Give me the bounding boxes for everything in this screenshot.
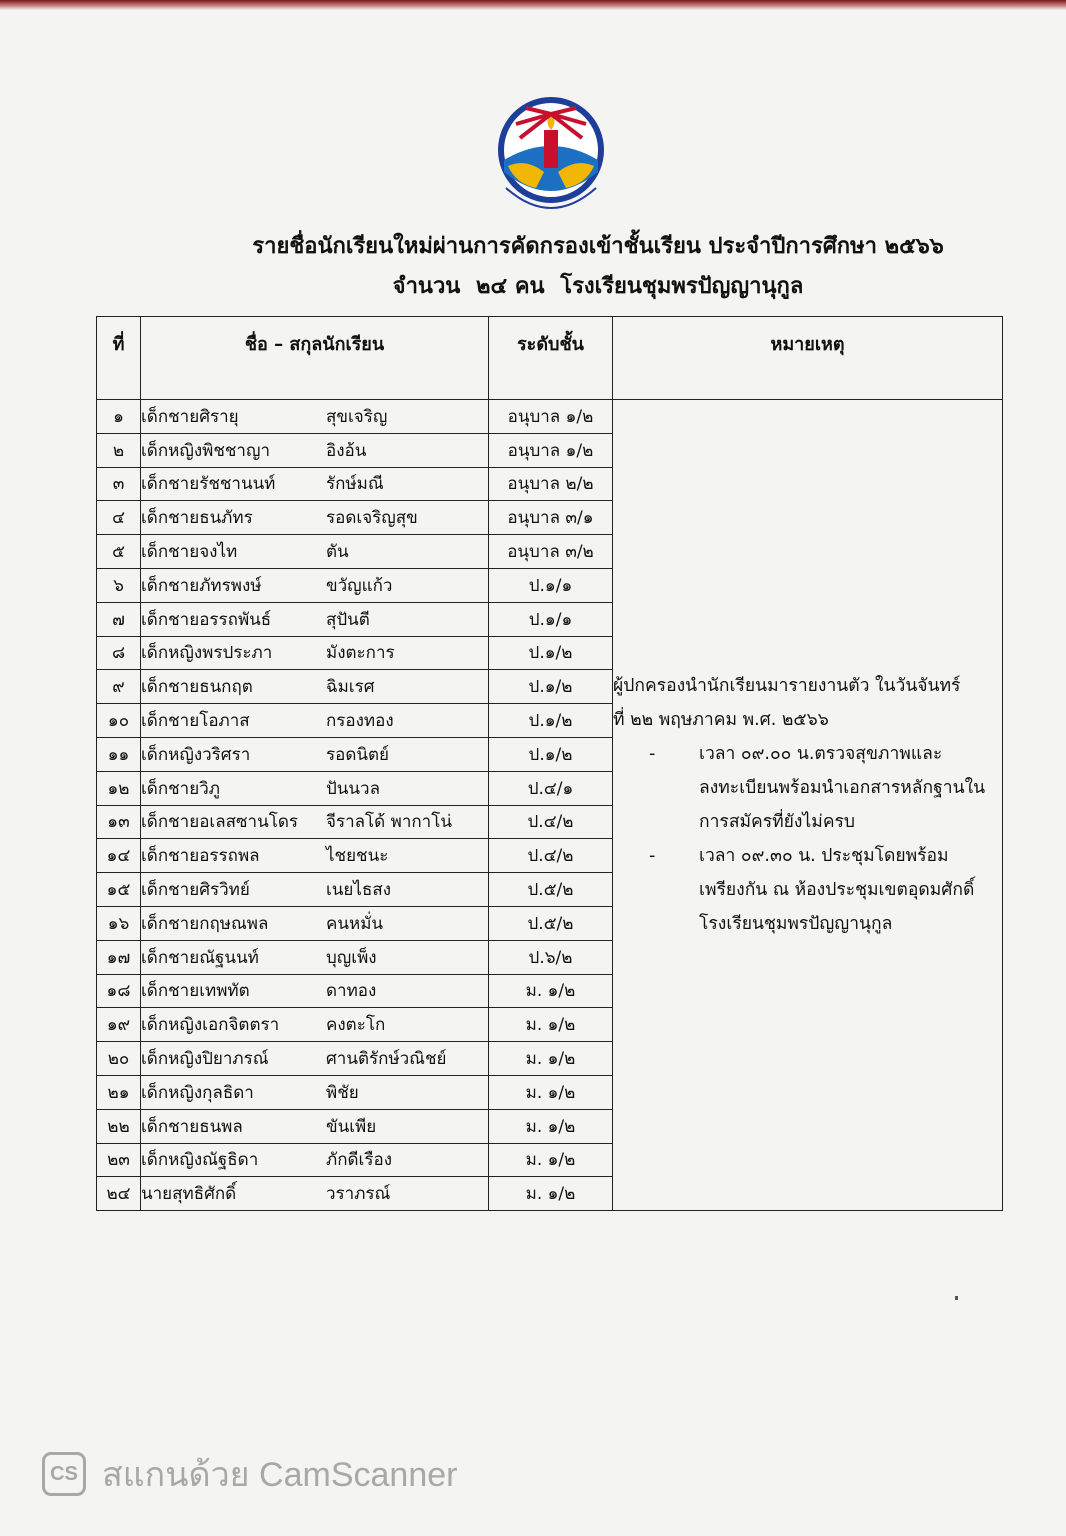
note-bullet-cont: [613, 805, 1002, 839]
student-last-name: กรองทอง: [326, 711, 394, 732]
bullet-text: เวลา ๐๙.๐๐ น.ตรวจสุขภาพและ: [699, 744, 943, 765]
row-number: ๒๓: [97, 1143, 141, 1177]
student-name: [141, 670, 489, 704]
student-class: อนุบาล ๑/๒: [489, 433, 613, 467]
student-name: [141, 974, 489, 1008]
student-name: [141, 1042, 489, 1076]
student-first-name: นายสุทธิศักดิ์: [141, 1184, 237, 1205]
camscanner-icon: CS: [42, 1452, 86, 1496]
student-first-name: เด็กชายธนภัทร: [141, 508, 253, 529]
note-line: ผู้ปกครองนำนักเรียนมารายงานตัว ในวันจันทร์: [613, 676, 961, 697]
document-title: รายชื่อนักเรียนใหม่ผ่านการคัดกรองเข้าชั้นเรียน ประจำปีการศึกษา ๒๕๖๖: [252, 234, 944, 259]
student-last-name: พิชัย: [326, 1082, 359, 1103]
bullet-dash: -: [649, 846, 656, 867]
student-first-name: เด็กหญิงพิชชาญา: [141, 440, 270, 461]
student-name: [141, 1177, 489, 1211]
student-class: อนุบาล ๑/๒: [489, 400, 613, 434]
bullet-text: การสมัครที่ยังไม่ครบ: [699, 812, 856, 833]
bullet-text: ลงทะเบียนพร้อมนำเอกสารหลักฐานใน: [699, 778, 986, 799]
student-first-name: เด็กชายจงไท: [141, 542, 238, 563]
student-class: ม. ๑/๒: [489, 1109, 613, 1143]
student-first-name: เด็กชายธนพล: [141, 1116, 243, 1137]
student-last-name: ฉิมเรศ: [326, 677, 375, 698]
student-first-name: เด็กชายรัชชานนท์: [141, 474, 276, 495]
row-number: ๑๐: [97, 704, 141, 738]
student-name: [141, 1008, 489, 1042]
row-number: ๒๔: [97, 1177, 141, 1211]
student-name: [141, 467, 489, 501]
school-name: โรงเรียนชุมพรปัญญานุกูล: [560, 274, 804, 299]
student-last-name: บุญเพ็ง: [326, 947, 377, 968]
student-class: อนุบาล ๒/๒: [489, 467, 613, 501]
student-first-name: เด็กหญิงเอกจิตตรา: [141, 1015, 280, 1036]
count-value: ๒๔ คน: [476, 274, 545, 299]
row-number: ๒๑: [97, 1075, 141, 1109]
student-class: ป.๖/๒: [489, 940, 613, 974]
student-name: [141, 940, 489, 974]
student-class: ม. ๑/๒: [489, 1042, 613, 1076]
student-first-name: เด็กชายเทพทัต: [141, 981, 250, 1002]
student-name: [141, 771, 489, 805]
student-name: [141, 1143, 489, 1177]
student-first-name: เด็กชายธนกฤต: [141, 677, 253, 698]
student-class: ม. ๑/๒: [489, 974, 613, 1008]
count-label: จำนวน: [392, 274, 461, 299]
column-header-class: ระดับชั้น: [489, 317, 613, 400]
student-class: อนุบาล ๓/๒: [489, 535, 613, 569]
student-first-name: เด็กหญิงพรประภา: [141, 643, 273, 664]
student-class: ป.๑/๑: [489, 602, 613, 636]
school-logo: [486, 92, 616, 222]
document-subtitle: [0, 268, 1066, 303]
note-bullet-cont: [613, 873, 1002, 907]
student-last-name: จีราลโด้ พากาโน่: [326, 812, 452, 833]
row-number: ๑๒: [97, 771, 141, 805]
row-number: ๑๕: [97, 873, 141, 907]
student-class: ป.๑/๒: [489, 704, 613, 738]
student-name: [141, 805, 489, 839]
table-row: [97, 400, 1003, 434]
note-cell: [613, 400, 1003, 1211]
student-first-name: เด็กหญิงณัฐธิดา: [141, 1150, 259, 1171]
row-number: ๙: [97, 670, 141, 704]
student-last-name: ขันเพีย: [326, 1116, 377, 1137]
row-number: ๑๔: [97, 839, 141, 873]
watermark-text: สแกนด้วย CamScanner: [102, 1456, 458, 1494]
student-class: ม. ๑/๒: [489, 1143, 613, 1177]
student-name: [141, 1075, 489, 1109]
student-last-name: รอดนิตย์: [326, 744, 390, 765]
note-bullet-cont: [613, 907, 1002, 941]
row-number: ๘: [97, 636, 141, 670]
student-last-name: คงตะโก: [326, 1015, 386, 1036]
page-top-edge: [0, 0, 1066, 10]
row-number: ๑๙: [97, 1008, 141, 1042]
column-header-no: ที่: [97, 317, 141, 400]
row-number: ๑๖: [97, 906, 141, 940]
row-number: ๑๓: [97, 805, 141, 839]
student-class: ป.๑/๒: [489, 737, 613, 771]
student-name: [141, 501, 489, 535]
student-name: [141, 535, 489, 569]
student-last-name: มังตะการ: [326, 643, 395, 664]
student-last-name: รักษ์มณี: [326, 474, 384, 495]
student-first-name: เด็กชายภัทรพงษ์: [141, 575, 262, 596]
student-last-name: ขวัญแก้ว: [326, 575, 393, 596]
student-table: [96, 316, 1003, 1211]
student-last-name: เนยไธสง: [326, 880, 391, 901]
row-number: ๕: [97, 535, 141, 569]
student-first-name: เด็กชายศิรวิทย์: [141, 880, 250, 901]
bullet-text: เวลา ๐๙.๓๐ น. ประชุมโดยพร้อม: [699, 846, 949, 867]
note-bullet-cont: [613, 771, 1002, 805]
student-last-name: ศานติรักษ์วณิชย์: [326, 1049, 447, 1070]
camscanner-watermark: [42, 1452, 457, 1496]
note-bullet: [613, 737, 1002, 771]
student-first-name: เด็กหญิงปิยาภรณ์: [141, 1049, 269, 1070]
student-name: [141, 433, 489, 467]
student-first-name: เด็กชายศิรายุ: [141, 406, 239, 427]
row-number: ๒๒: [97, 1109, 141, 1143]
student-name: [141, 636, 489, 670]
row-number: ๔: [97, 501, 141, 535]
row-number: ๖: [97, 568, 141, 602]
student-last-name: ปันนวล: [326, 778, 380, 799]
student-first-name: เด็กชายกฤษณพล: [141, 913, 269, 934]
student-class: ป.๑/๒: [489, 670, 613, 704]
column-header-name: ชื่อ – สกุลนักเรียน: [141, 317, 489, 400]
student-name: [141, 906, 489, 940]
student-name: [141, 704, 489, 738]
student-last-name: อิงอ้น: [326, 440, 367, 461]
student-class: ป.๔/๑: [489, 771, 613, 805]
student-last-name: รอดเจริญสุข: [326, 508, 418, 529]
student-class: ป.๔/๒: [489, 839, 613, 873]
note-bullet: [613, 839, 1002, 873]
student-name: [141, 568, 489, 602]
column-header-note: หมายเหตุ: [613, 317, 1003, 400]
student-class: ป.๑/๑: [489, 568, 613, 602]
student-class: ม. ๑/๒: [489, 1075, 613, 1109]
student-first-name: เด็กชายโอภาส: [141, 711, 250, 732]
student-first-name: เด็กหญิงกุลธิดา: [141, 1082, 254, 1103]
student-first-name: เด็กชายอรรถพล: [141, 846, 260, 867]
student-name: [141, 400, 489, 434]
school-logo-emblem: [486, 92, 616, 222]
row-number: ๑๗: [97, 940, 141, 974]
student-class: ป.๑/๒: [489, 636, 613, 670]
row-number: ๗: [97, 602, 141, 636]
row-number: ๑๘: [97, 974, 141, 1008]
student-name: [141, 873, 489, 907]
student-class: ป.๕/๒: [489, 906, 613, 940]
student-class: ป.๕/๒: [489, 873, 613, 907]
student-class: ป.๔/๒: [489, 805, 613, 839]
row-number: ๑๑: [97, 737, 141, 771]
student-name: [141, 839, 489, 873]
row-number: ๒๐: [97, 1042, 141, 1076]
student-first-name: เด็กชายอเลสซานโดร: [141, 812, 299, 833]
student-last-name: สุปันตี: [326, 609, 370, 630]
student-name: [141, 737, 489, 771]
row-number: ๓: [97, 467, 141, 501]
student-first-name: เด็กหญิงวริศรา: [141, 744, 251, 765]
student-last-name: ภักดีเรือง: [326, 1150, 392, 1171]
student-last-name: สุขเจริญ: [326, 406, 388, 427]
student-name: [141, 1109, 489, 1143]
row-number: ๒: [97, 433, 141, 467]
note-line: ที่ ๒๒ พฤษภาคม พ.ศ. ๒๕๖๖: [613, 710, 829, 731]
table-header-row: [97, 317, 1003, 400]
student-name: [141, 602, 489, 636]
row-number: ๑: [97, 400, 141, 434]
student-class: ม. ๑/๒: [489, 1177, 613, 1211]
student-last-name: วราภรณ์: [326, 1184, 391, 1205]
student-last-name: ตัน: [326, 542, 349, 563]
student-last-name: ดาทอง: [326, 981, 377, 1002]
student-last-name: คนหมั่น: [326, 913, 384, 934]
bullet-text: เพรียงกัน ณ ห้องประชุมเขตอุดมศักดิ์: [699, 880, 975, 901]
bullet-text: โรงเรียนชุมพรปัญญานุกูล: [699, 914, 893, 935]
bullet-dash: -: [649, 744, 656, 765]
table-body: [97, 400, 1003, 1211]
student-first-name: เด็กชายณัฐนนท์: [141, 947, 259, 968]
student-first-name: เด็กชายอรรถพันธ์: [141, 609, 272, 630]
student-class: ม. ๑/๒: [489, 1008, 613, 1042]
student-first-name: เด็กชายวิภู: [141, 778, 220, 799]
student-last-name: ไชยชนะ: [326, 846, 389, 867]
student-class: อนุบาล ๓/๑: [489, 501, 613, 535]
pen-mark: [955, 1296, 958, 1300]
